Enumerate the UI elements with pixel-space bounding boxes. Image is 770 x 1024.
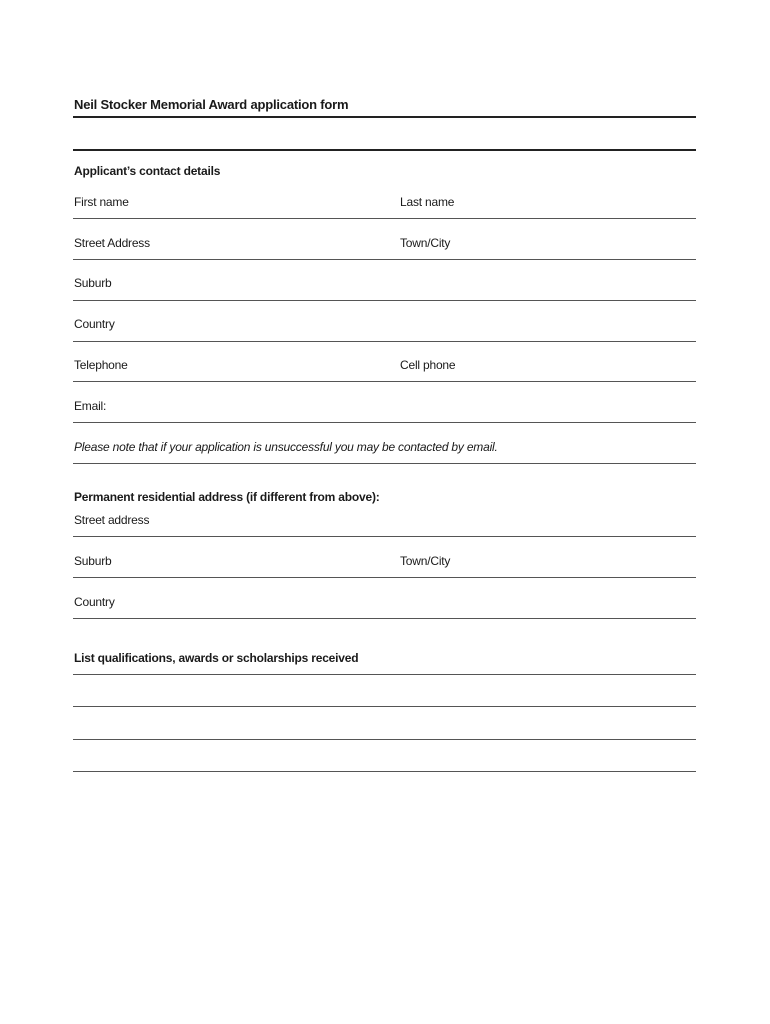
permanent-town-city-label: Town/City (400, 554, 451, 568)
permanent-country-field-line[interactable] (73, 618, 696, 619)
street-address-field-line[interactable] (73, 259, 696, 260)
street-address-label: Street Address (74, 236, 150, 250)
permanent-street-address-label: Street address (74, 513, 150, 527)
first-name-label: First name (74, 195, 129, 209)
qualifications-line-2[interactable] (73, 706, 696, 707)
suburb-field-line[interactable] (73, 300, 696, 301)
title-underline (73, 116, 696, 118)
note-divider (73, 463, 696, 464)
cell-phone-label: Cell phone (400, 358, 456, 372)
permanent-street-address-field-line[interactable] (73, 536, 696, 537)
qualifications-line-3[interactable] (73, 739, 696, 740)
permanent-suburb-field-line[interactable] (73, 577, 696, 578)
permanent-country-label: Country (74, 595, 115, 609)
form-title: Neil Stocker Memorial Award application form (74, 97, 349, 112)
email-contact-note: Please note that if your application is unsuccessful you may be contacted by email. (74, 440, 498, 454)
email-field-line[interactable] (73, 422, 696, 423)
permanent-address-heading: Permanent residential address (if different from above): (74, 490, 380, 504)
name-field-line[interactable] (73, 218, 696, 219)
permanent-suburb-label: Suburb (74, 554, 112, 568)
telephone-label: Telephone (74, 358, 128, 372)
qualifications-line-1[interactable] (73, 674, 696, 675)
section-divider (73, 149, 696, 151)
telephone-field-line[interactable] (73, 381, 696, 382)
suburb-label: Suburb (74, 276, 112, 290)
country-label: Country (74, 317, 115, 331)
email-label: Email: (74, 399, 107, 413)
town-city-label: Town/City (400, 236, 451, 250)
qualifications-line-4[interactable] (73, 771, 696, 772)
contact-details-heading: Applicant’s contact details (74, 164, 221, 178)
country-field-line[interactable] (73, 341, 696, 342)
qualifications-heading: List qualifications, awards or scholarships received (74, 651, 359, 665)
last-name-label: Last name (400, 195, 455, 209)
